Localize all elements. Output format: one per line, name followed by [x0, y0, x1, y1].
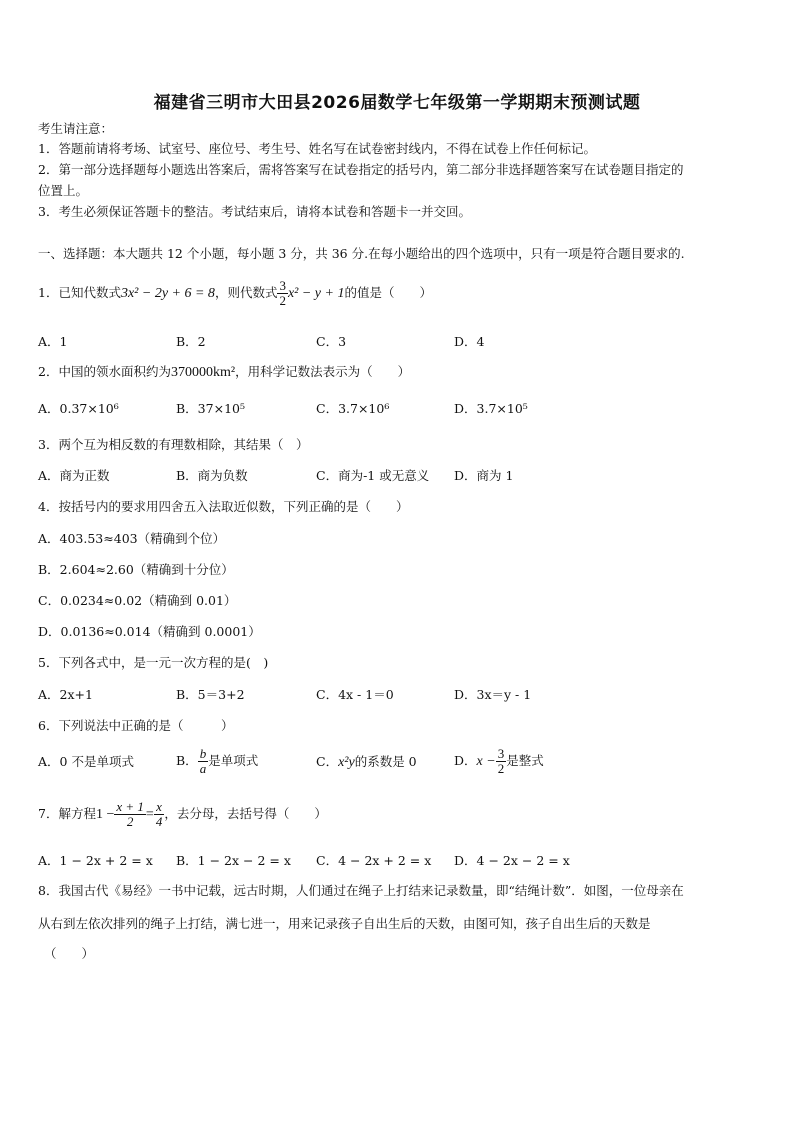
- q4-option-c: C．0.0234≈0.02（精确到 0.01）: [38, 593, 237, 608]
- q6-option-d-suffix: 是整式: [506, 753, 544, 768]
- q4-option-a: A．403.53≈403（精确到个位）: [38, 531, 226, 546]
- q7-fraction-2: [154, 800, 165, 829]
- q7-f1-den: 2: [114, 814, 146, 829]
- notice-heading: 考生请注意：: [38, 121, 114, 136]
- notice-item-2: 2．第一部分选择题每小题选出答案后，需将答案写在试卷指定的括号内，第二部分非选择题答案写在试卷题目指定的: [38, 162, 684, 177]
- page-title: 福建省三明市大田县2026届数学七年级第一学期期末预测试题: [153, 93, 641, 113]
- question-7: [38, 797, 327, 832]
- q6-option-b-label: B．: [176, 753, 198, 768]
- q1-suffix: 的值是（ ）: [344, 285, 432, 300]
- q1-expression-2: x² − y + 1: [287, 286, 345, 301]
- q5-option-c: C．4x - 1＝0: [316, 687, 394, 702]
- q3-option-c: C．商为-1 或无意义: [316, 468, 430, 483]
- q6-option-c-suffix: 的系数是 0: [354, 754, 417, 769]
- question-4: 4．按括号内的要求用四舍五入法取近似数，下列正确的是（ ）: [38, 499, 409, 514]
- q7-option-b: B．1 − 2x − 2 = x: [176, 853, 291, 868]
- q7-lead: 1 −: [95, 807, 115, 822]
- section-heading: 一、选择题：本大题共 12 个小题，每小题 3 分，共 36 分.在每小题给出的四个选项中，只有一项是符合题目要求的.: [38, 246, 685, 261]
- notice-item-2-cont: 位置上。: [38, 183, 89, 198]
- question-8-line-2: 从右到左依次排列的绳子上打结，满七进一，用来记录孩子自出生后的天数，由图可知，孩子自出生后的天数是: [38, 916, 651, 931]
- q2-text-a: 2．中国的领水面积约为: [38, 364, 171, 379]
- q6-option-b: [176, 744, 258, 778]
- q7-option-d: D．4 − 2x − 2 = x: [454, 853, 570, 868]
- q1-option-a: A．1: [38, 334, 68, 349]
- q6-option-c-expr: x²y: [338, 755, 355, 770]
- q6-b-num: b: [199, 746, 207, 761]
- q6-d-num: 3: [497, 746, 505, 761]
- q6-option-b-suffix: 是单项式: [208, 753, 259, 768]
- notice-item-1: 1．答题前请将考场、试室号、座位号、考生号、姓名写在试卷密封线内，不得在试卷上作任何标记。: [38, 141, 596, 156]
- q5-option-a: A．2x+1: [38, 687, 93, 702]
- q2-option-d: D．3.7×10⁵: [454, 401, 528, 416]
- q6-option-d-label: D．: [454, 753, 477, 768]
- q2-option-a: A．0.37×10⁶: [38, 401, 119, 416]
- question-5: 5．下列各式中，是一元一次方程的是( ): [38, 655, 269, 670]
- q7-f2-den: 4: [155, 814, 163, 829]
- q5-option-b: B．5＝3+2: [176, 687, 245, 702]
- question-8-line-1: 8．我国古代《易经》一书中记载，远古时期，人们通过在绳子上打结来记录数量，即“结绳计数”．如图，一位母亲在: [38, 883, 684, 898]
- q1-fraction: [277, 279, 288, 308]
- q7-f1-num: x + 1: [116, 799, 144, 814]
- q3-option-b: B．商为负数: [176, 468, 248, 483]
- q6-b-den: a: [199, 761, 207, 776]
- q6-option-b-fraction: [198, 747, 209, 776]
- q4-option-b: B．2.604≈2.60（精确到十分位）: [38, 562, 234, 577]
- q7-suffix: ，去分母，去括号得（ ）: [164, 806, 327, 821]
- q3-option-a: A．商为正数: [38, 468, 110, 483]
- q1-expression-1: 3x² − 2y + 6 = 8: [120, 286, 215, 301]
- q6-d-den: 2: [497, 761, 505, 776]
- q6-option-d: [454, 744, 544, 779]
- q7-prefix: 7．解方程: [38, 806, 96, 821]
- q3-option-d: D．商为 1: [454, 468, 514, 483]
- q7-equals: =: [145, 807, 154, 822]
- q7-fraction-1: [114, 800, 146, 829]
- q5-option-d: D．3x＝y - 1: [454, 687, 532, 702]
- q7-option-a: A．1 − 2x + 2 = x: [38, 853, 153, 868]
- notice-item-3: 3．考生必须保证答题卡的整洁。考试结束后，请将本试卷和答题卡一并交回。: [38, 204, 471, 219]
- q6-option-c: [316, 754, 417, 771]
- q1-option-c: C．3: [316, 334, 347, 349]
- question-2: [38, 364, 410, 381]
- q2-option-c: C．3.7×10⁶: [316, 401, 390, 416]
- q1-prefix: 1．已知代数式: [38, 285, 121, 300]
- question-1: [38, 276, 432, 311]
- q1-frac-num: 3: [279, 278, 286, 293]
- q2-value: 370000km²: [170, 365, 236, 380]
- q6-option-d-pre: x −: [476, 754, 496, 769]
- q1-option-d: D．4: [454, 334, 485, 349]
- q7-f2-num: x: [156, 799, 162, 814]
- q6-option-c-label: C．: [316, 754, 339, 769]
- q2-option-b: B．37×10⁵: [176, 401, 245, 416]
- q1-middle: ，则代数式: [214, 285, 278, 300]
- q4-option-d: D．0.0136≈0.014（精确到 0.0001）: [38, 624, 261, 639]
- q6-option-a: A．0 不是单项式: [38, 754, 134, 769]
- q1-frac-den: 2: [279, 293, 286, 308]
- question-3: 3．两个互为相反数的有理数相除，其结果（ ）: [38, 437, 309, 452]
- q2-text-b: ，用科学记数法表示为（ ）: [235, 364, 411, 379]
- question-8-line-3: （ ）: [44, 946, 95, 961]
- question-6: 6．下列说法中正确的是（ ）: [38, 718, 234, 733]
- q1-option-b: B．2: [176, 334, 206, 349]
- q6-option-d-fraction: [496, 747, 507, 776]
- q7-option-c: C．4 − 2x + 2 = x: [316, 853, 432, 868]
